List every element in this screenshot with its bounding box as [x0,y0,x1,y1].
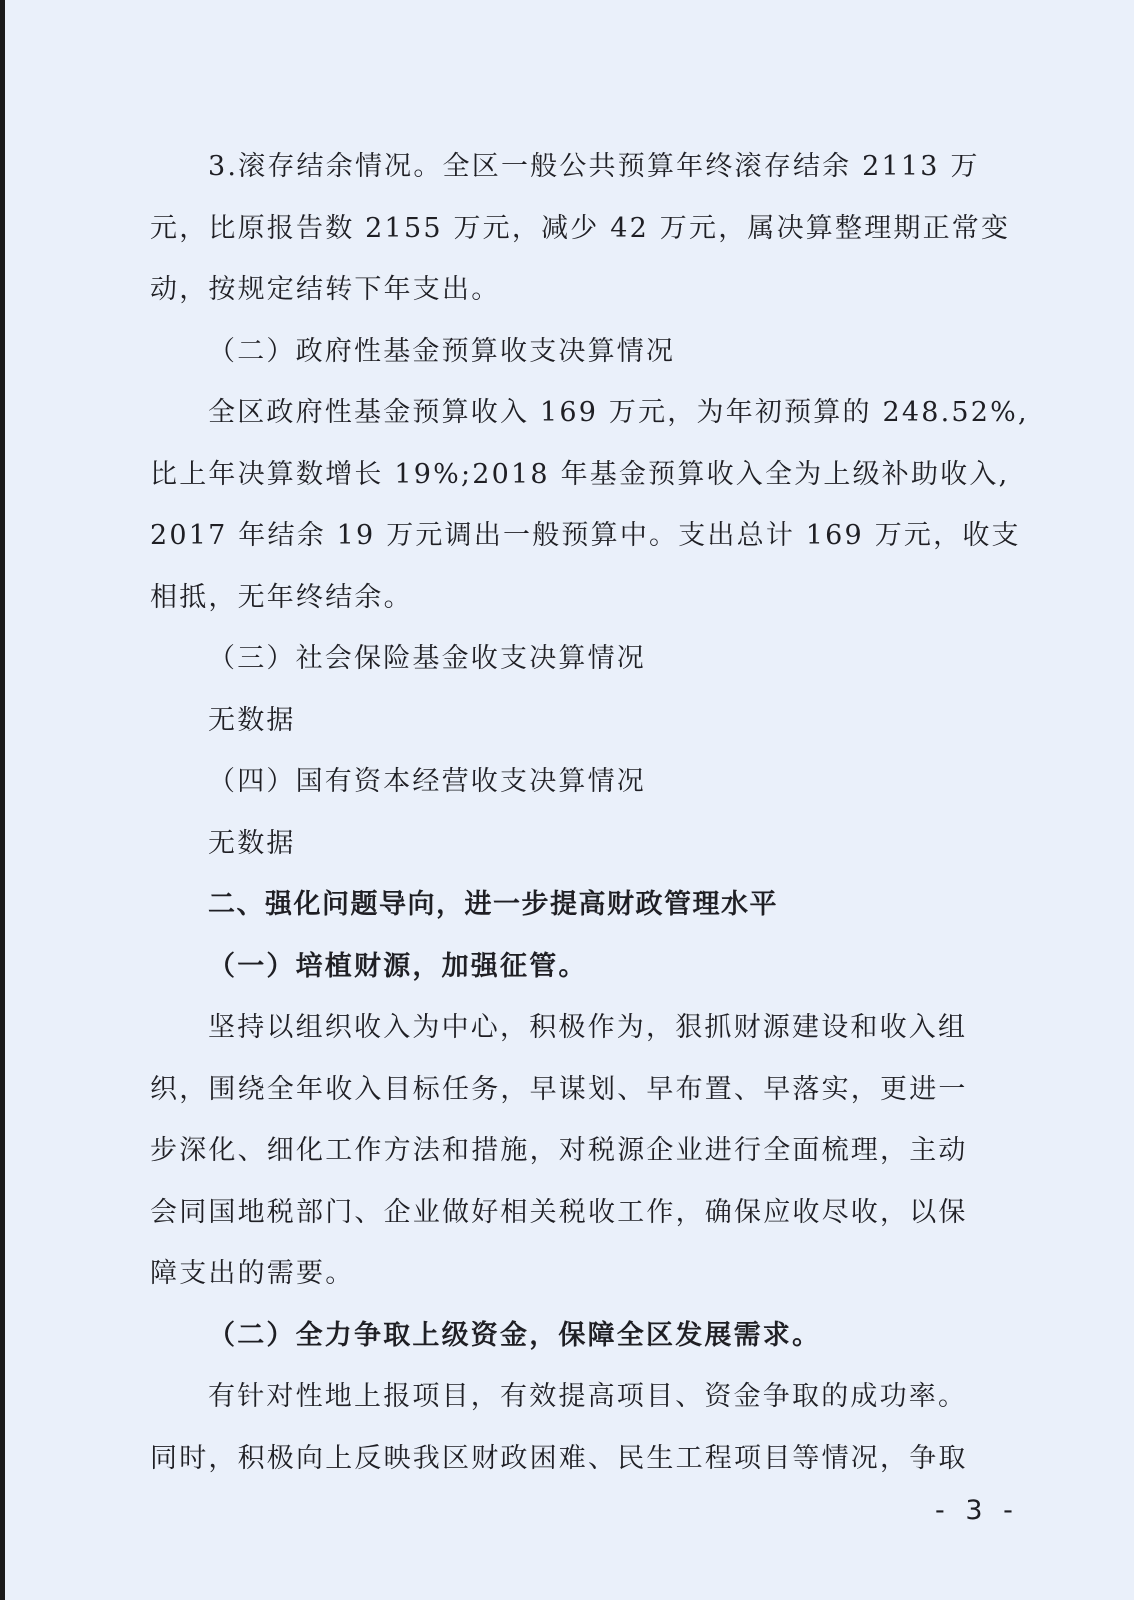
bold-sub-heading: （一）培植财源，加强征管。 [208,950,588,982]
paragraph-line: 会同国地税部门、企业做好相关税收工作，确保应收尽收，以保 [150,1196,968,1228]
paragraph-line: 有针对性地上报项目，有效提高项目、资金争取的成功率。 [208,1381,968,1412]
paragraph-line: 织，围绕全年收入目标任务，早谋划、早布置、早落实，更进一 [150,1073,968,1105]
paragraph-line: 坚持以组织收入为中心，积极作为，狠抓财源建设和收入组 [208,1012,968,1043]
scan-edge [0,0,5,1600]
paragraph-line: 3.滚存结余情况。全区一般公共预算年终滚存结余 2113 万 [208,151,980,182]
paragraph-line: 障支出的需要。 [150,1258,355,1289]
paragraph-line: 相抵，无年终结余。 [150,581,413,613]
page-number: - 3 - [935,1495,1019,1526]
paragraph-line: 无数据 [208,704,296,736]
section-heading: 二、强化问题导向，进一步提高财政管理水平 [208,889,778,920]
paragraph-line: 无数据 [208,827,296,859]
sub-heading: （三）社会保险基金收支决算情况 [208,643,646,674]
paragraph-line: 动，按规定结转下年支出。 [150,274,501,305]
paragraph-line: 同时，积极向上反映我区财政困难、民生工程项目等情况，争取 [150,1442,968,1474]
paragraph-line: 2017 年结余 19 万元调出一般预算中。支出总计 169 万元，收支 [150,520,1021,551]
paragraph-line: 步深化、细化工作方法和措施，对税源企业进行全面梳理，主动 [150,1135,968,1166]
sub-heading: （二）政府性基金预算收支决算情况 [208,335,676,367]
document-body [150,136,1029,1489]
paragraph-line: 元，比原报告数 2155 万元，减少 42 万元，属决算整理期正常变 [150,212,1011,244]
paragraph-line: 全区政府性基金预算收入 169 万元，为年初预算的 248.52%, [208,397,1029,428]
bold-sub-heading: （二）全力争取上级资金，保障全区发展需求。 [208,1319,822,1351]
sub-heading: （四）国有资本经营收支决算情况 [208,766,646,797]
paragraph-line: 比上年决算数增长 19%;2018 年基金预算收入全为上级补助收入, [150,458,1010,490]
